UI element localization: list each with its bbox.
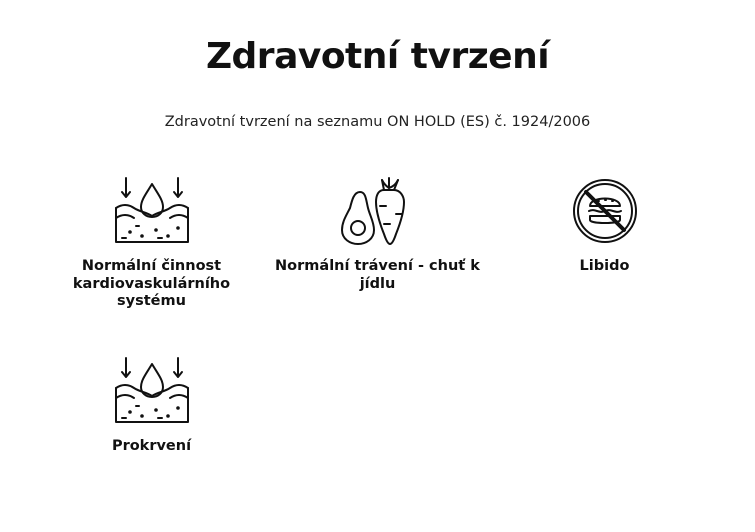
claim-label: Libido <box>579 258 630 274</box>
claim-item <box>497 176 712 276</box>
claim-item <box>44 356 259 456</box>
water-absorption-icon <box>112 176 192 246</box>
water-absorption-icon <box>112 356 192 426</box>
claim-label: Normální činnost kardiovaskulárního systému <box>72 258 231 309</box>
avocado-carrot-icon <box>338 176 418 246</box>
page-title: Zdravotní tvrzení <box>205 36 550 77</box>
claim-label: Prokrvení <box>111 438 192 454</box>
claim-label: Normální trávení - chuť k jídlu <box>275 258 480 292</box>
no-burger-icon <box>565 176 645 246</box>
page-subtitle: Zdravotní tvrzení na seznamu ON HOLD (ES) č. 1924/2006 <box>164 114 591 130</box>
claim-item <box>44 176 259 311</box>
claim-item <box>270 176 485 293</box>
